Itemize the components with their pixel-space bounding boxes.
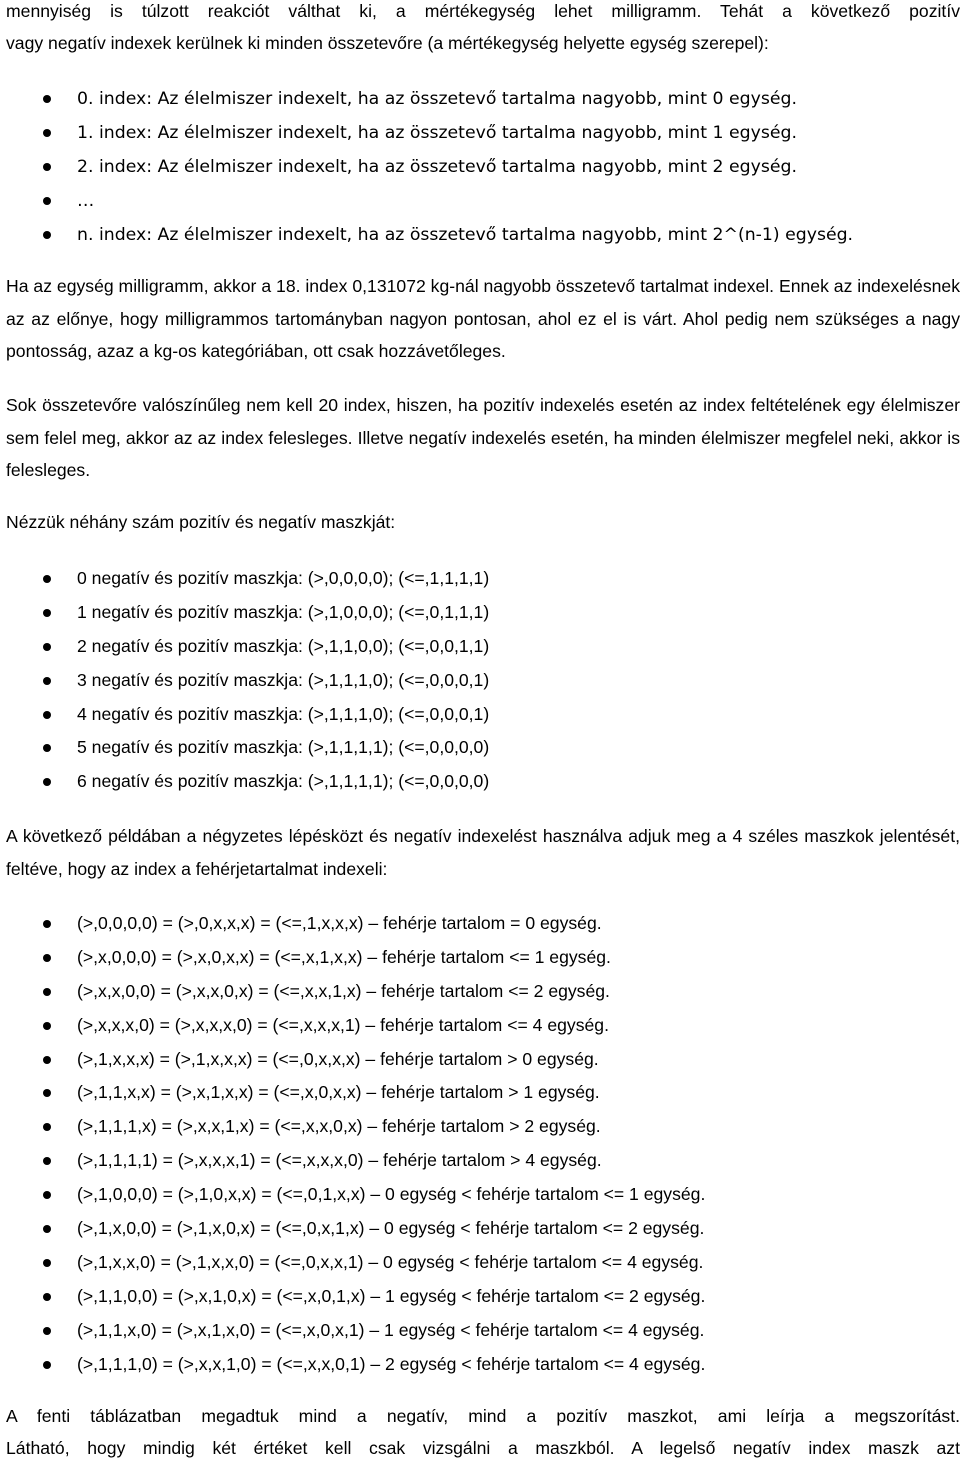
mask-list <box>0 562 960 799</box>
bullet-icon <box>43 95 51 103</box>
list-item <box>0 1280 960 1314</box>
bullet-icon <box>43 778 51 786</box>
index-list <box>0 82 960 252</box>
bullet-icon <box>43 954 51 962</box>
list-item <box>0 1009 960 1043</box>
list-item <box>0 218 960 252</box>
list-item <box>0 698 960 732</box>
list-item-text: (>,x,x,0,0) = (>,x,x,0,x) = (<=,x,x,1,x) – fehérje tartalom <= 2 egység. <box>77 980 610 1001</box>
intro-line-2: vagy negatív indexek kerülnek ki minden összetevőre (a mértékegység helyette egység szerepel): <box>6 33 769 53</box>
paragraph-twenty-index: Sok összetevőre valószínűleg nem kell 20 index, hiszen, ha pozitív indexelés esetén az index feltételének egy élelmiszer sem felel meg, akkor az az index felesleges. Illetve negatív indexelés esetén, ha minden élelmiszer megfelel neki, akkor is felesleges. <box>6 395 960 481</box>
bullet-icon <box>43 1123 51 1131</box>
list-item <box>0 1212 960 1246</box>
bullet-icon <box>43 1157 51 1165</box>
paragraph-masks-intro: Nézzük néhány szám pozitív és negatív maszkját: <box>6 512 396 532</box>
protein-mask-list <box>0 907 960 1381</box>
outro-line-2: Látható, hogy mindig két értéket kell csak vizsgálni a maszkból. A legelső negatív index maszk azt <box>6 1438 960 1458</box>
list-item-text: 2 negatív és pozitív maszkja: (>,1,1,0,0); (<=,0,0,1,1) <box>77 635 490 656</box>
list-item-text: 3 negatív és pozitív maszkja: (>,1,1,1,0); (<=,0,0,0,1) <box>77 669 490 690</box>
list-item <box>0 941 960 975</box>
list-item <box>0 1178 960 1212</box>
list-item-text: (>,1,x,0,0) = (>,1,x,0,x) = (<=,0,x,1,x) – 0 egység < fehérje tartalom <= 2 egység. <box>77 1218 705 1239</box>
list-item <box>0 1348 960 1382</box>
bullet-icon <box>43 744 51 752</box>
list-item-text: 4 negatív és pozitív maszkja: (>,1,1,1,0); (<=,0,0,0,1) <box>77 703 490 724</box>
list-item <box>0 1043 960 1077</box>
bullet-icon <box>43 1022 51 1030</box>
bullet-icon <box>43 609 51 617</box>
bullet-icon <box>43 988 51 996</box>
list-item-text: (>,1,1,1,1) = (>,x,x,x,1) = (<=,x,x,x,0) – fehérje tartalom > 4 egység. <box>77 1150 602 1171</box>
list-item-text: 0. index: Az élelmiszer indexelt, ha az összetevő tartalma nagyobb, mint 0 egység. <box>77 89 797 109</box>
bullet-icon <box>43 1191 51 1199</box>
list-item-text: 5 negatív és pozitív maszkja: (>,1,1,1,1); (<=,0,0,0,0) <box>77 737 490 758</box>
list-item-text: (>,1,1,0,0) = (>,x,1,0,x) = (<=,x,0,1,x) – 1 egység < fehérje tartalom <= 2 egység. <box>77 1285 706 1306</box>
list-item-text: 0 negatív és pozitív maszkja: (>,0,0,0,0); (<=,1,1,1,1) <box>77 568 490 588</box>
list-item-text: (>,1,x,x,x) = (>,1,x,x,x) = (<=,0,x,x,x) – fehérje tartalom > 0 egység. <box>77 1048 599 1069</box>
bullet-icon <box>43 1225 51 1233</box>
list-item <box>0 116 960 150</box>
list-item-text: (>,1,0,0,0) = (>,1,0,x,x) = (<=,0,1,x,x) – 0 egység < fehérje tartalom <= 1 egység. <box>77 1184 706 1205</box>
bullet-icon <box>43 1259 51 1267</box>
list-item <box>0 1246 960 1280</box>
list-item <box>0 1314 960 1348</box>
list-item <box>0 664 960 698</box>
list-item-text: n. index: Az élelmiszer indexelt, ha az összetevő tartalma nagyobb, mint 2^(n-1) egység. <box>77 225 854 246</box>
list-item <box>0 1144 960 1178</box>
outro-line-1: A fenti táblázatban megadtuk mind a negatív, mind a pozitív maszkot, ami leírja a megszorítást. <box>6 1406 960 1426</box>
bullet-icon <box>43 677 51 685</box>
list-item <box>0 907 960 941</box>
list-item <box>0 1110 960 1144</box>
paragraph-milligram: Ha az egység milligramm, akkor a 18. index 0,131072 kg-nál nagyobb összetevő tartalmat indexel. Ennek az indexelésnek az az előnye, hogy milligrammos tartományban nagyon pontosan, ahol ez el is várt. Ahol pedig nem szükséges a nagy pontosság, azaz a kg-os kategóriában, ott csak hozzávetőleges. <box>6 276 960 362</box>
list-item-text: (>,1,1,x,x) = (>,x,1,x,x) = (<=,x,0,x,x) – fehérje tartalom > 1 egység. <box>77 1082 600 1103</box>
list-item-text: (>,1,1,1,x) = (>,x,x,1,x) = (<=,x,x,0,x) – fehérje tartalom > 2 egység. <box>77 1116 601 1137</box>
bullet-icon <box>43 163 51 171</box>
list-item-text: (>,x,x,x,0) = (>,x,x,x,0) = (<=,x,x,x,1) – fehérje tartalom <= 4 egység. <box>77 1014 609 1035</box>
paragraph-example-intro: A következő példában a négyzetes lépésközt és negatív indexelést használva adjuk meg a 4 széles maszkok jelentését, feltéve, hogy az index a fehérjetartalmat indexeli: <box>6 826 960 879</box>
bullet-icon <box>43 643 51 651</box>
list-item <box>0 630 960 664</box>
bullet-icon <box>43 1293 51 1301</box>
list-item <box>0 765 960 799</box>
bullet-icon <box>43 1361 51 1369</box>
bullet-icon <box>43 197 51 205</box>
list-item <box>0 562 960 596</box>
list-item-text: (>,x,0,0,0) = (>,x,0,x,x) = (<=,x,1,x,x) – fehérje tartalom <= 1 egység. <box>77 946 611 967</box>
bullet-icon <box>43 711 51 719</box>
list-item <box>0 975 960 1009</box>
bullet-icon <box>43 1089 51 1097</box>
list-item <box>0 1076 960 1110</box>
list-item <box>0 82 960 116</box>
list-item-text: (>,1,x,x,0) = (>,1,x,x,0) = (<=,0,x,x,1) – 0 egység < fehérje tartalom <= 4 egység. <box>77 1251 704 1272</box>
bullet-icon <box>43 1327 51 1335</box>
list-item-text: 6 negatív és pozitív maszkja: (>,1,1,1,1); (<=,0,0,0,0) <box>77 771 490 792</box>
list-item-text: … <box>77 191 95 212</box>
list-item-text: (>,1,1,1,0) = (>,x,x,1,0) = (<=,x,x,0,1) – 2 egység < fehérje tartalom <= 4 egység. <box>77 1353 706 1374</box>
bullet-icon <box>43 575 51 583</box>
bullet-icon <box>43 1056 51 1064</box>
bullet-icon <box>43 231 51 239</box>
list-item <box>0 596 960 630</box>
list-item <box>0 731 960 765</box>
intro-line-1: mennyiség is túlzott reakciót válthat ki, a mértékegység lehet milligramm. Tehát a következő pozitív <box>6 1 960 21</box>
list-item-text: (>,1,1,x,0) = (>,x,1,x,0) = (<=,x,0,x,1) – 1 egység < fehérje tartalom <= 4 egység. <box>77 1319 705 1340</box>
list-item-text: 1 negatív és pozitív maszkja: (>,1,0,0,0); (<=,0,1,1,1) <box>77 601 490 622</box>
list-item <box>0 184 960 218</box>
list-item-text: 2. index: Az élelmiszer indexelt, ha az összetevő tartalma nagyobb, mint 2 egység. <box>77 157 797 178</box>
list-item-text: 1. index: Az élelmiszer indexelt, ha az összetevő tartalma nagyobb, mint 1 egység. <box>77 123 797 144</box>
list-item-text: (>,0,0,0,0) = (>,0,x,x,x) = (<=,1,x,x,x) – fehérje tartalom = 0 egység. <box>77 913 602 933</box>
bullet-icon <box>43 920 51 928</box>
list-item <box>0 150 960 184</box>
bullet-icon <box>43 129 51 137</box>
